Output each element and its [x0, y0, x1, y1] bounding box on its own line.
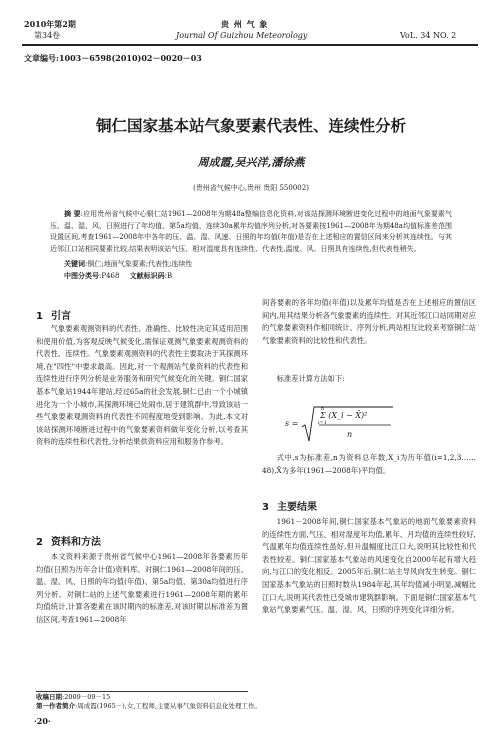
section-3-heading	[262, 498, 317, 513]
data-paragraph: 本文资料来源于贵州省气候中心1961—2008年各要素历年均值(日照为历年合计值)资料库。对铜仁1961—2008年间的压、温、湿、风、日照的年均值(年值)、第5a均值、第30a均值进行序列分析。对铜仁站的上述气象要素进行1961—2008年期的累年均值统计,计算各要素在该时期内的标准差,对该时期以标准差为置信区间,考查1961—2008年	[36, 552, 248, 624]
keywords-text: :铜仁;地面气象要素;代表性;连续性	[85, 260, 193, 268]
section-3-title: 主要结果	[276, 502, 317, 513]
page-number: ·20·	[34, 716, 51, 726]
formula-numerator: Σ (X_i − X̄)²	[320, 411, 368, 420]
received-value: :2009－09－15	[62, 693, 111, 701]
doc-code: :B	[164, 272, 173, 280]
classification	[64, 271, 172, 281]
section-1-number: 1	[36, 311, 43, 322]
section-2-heading	[36, 533, 101, 548]
article-number: 文章编号:1003－6598(2010)02－0020－03	[24, 53, 202, 63]
section-2-title: 资料和方法	[50, 537, 101, 548]
received-label: 收稿日期	[36, 693, 62, 701]
clc-number: :P468	[99, 272, 120, 280]
abstract	[50, 208, 452, 255]
journal-title-en: Journal Of Guizhou Meteorology	[176, 31, 308, 40]
section-2-number: 2	[36, 537, 43, 548]
results-paragraph: 1961－2008年间,铜仁国家基本气象站的地面气象要素资料的连续性方面,气压、相对湿度年均值,累年、月均值的连续性较好,气温累年均值连续性虽好,但升温幅度比江口大,说明其比较性和代表性较差。铜仁国家基本气象站的风速变化自2000年起有增大趋向,与江口的变化相反。2005年后,铜仁站主导风向发生转变。铜仁国家基本气象站的日照时数从1984年起,其年均值减小明显,减幅比江口大,说明其代表性已受城市建筑群影响。下面是铜仁国家基本气象站气象要素气压、温、湿、风、日照的序列变化详细分析。	[262, 517, 476, 615]
std-dev-formula	[285, 405, 405, 449]
author-bio	[36, 702, 261, 711]
abstract-text: :应用贵州省气候中心铜仁站1961—2008年为期48a整编信息化资料,对该站探测环境断进变化过程中的地面气象要素气压、温、湿、风、日照进行了年均值、第5a均值、连续30a累年均值序列分析,对各要素按1961—2008年为期48a均值标准差范围设置区间,考查1961—2008年中各年的压、温、湿、风速、日照的年均值(年值)是否在上述相应的置信区间来分析其连续性。与其近邻江口站相同要素比较,结果表明该站气压、相对湿度具有连续性、代表性,温度、风、日照具有连续性,但代表性稍失。	[50, 210, 453, 253]
affiliation: (贵州省气候中心,贵州 贵阳 550002)	[193, 184, 309, 192]
formula-intro: 标准差计算方法如下:	[276, 374, 345, 383]
formula-lower-limit: i=1	[318, 420, 327, 426]
footnote-rule	[36, 691, 248, 692]
keywords	[64, 259, 192, 269]
data-paragraph-continued: 间各要素的各年均值(年值)以及累年均值是否在上述相应的置信区间内,用其结果分析各气象要素的连续性。对其近邻江口站同期对应的气象要素资料作相同统计、序列分析,两站相互比较来考察铜仁站气象要素资料的比较性和代表性。	[262, 298, 476, 345]
formula-upper-limit: n	[321, 406, 325, 412]
section-3-number: 3	[262, 502, 269, 513]
authors: 周成霞,吴兴洋,潘徐燕	[197, 156, 305, 169]
journal-title-cn: 贵 州 气 象	[221, 19, 269, 29]
header-rule	[22, 44, 478, 46]
author-bio-label: 第一作者简介	[36, 702, 75, 710]
volume-cn: 第34卷	[34, 31, 61, 40]
section-1-heading	[36, 307, 71, 322]
doc-code-label: 文献标识码	[129, 271, 165, 280]
author-bio-text: :周成霞(1965－),女,工程师,主要从事气象资料信息化处理工作。	[75, 702, 262, 710]
volume-en: VoL. 34 NO. 2	[400, 31, 457, 40]
formula-lhs: s =	[285, 419, 299, 428]
formula-denominator: n	[347, 430, 353, 439]
issue-label: 2010年第2期	[24, 19, 76, 29]
abstract-label: 摘 要	[64, 209, 81, 218]
formula-explanation: 式中,s为标准差,n为资料总年数,X_i为历年值(i=1,2,3……48),X̄为多年(1961—2008年)平均值。	[262, 453, 476, 475]
received-date	[36, 693, 110, 702]
keywords-label: 关键词	[64, 259, 85, 268]
section-1-title: 引言	[50, 311, 71, 322]
intro-paragraph: 气象要素观测资料的代表性、准确性、比较性决定其适用范围和使用价值,为客观反映气候变化,需保证观测气象要素观测资料的代表性、连续性。气象要素观测资料的代表性主要取决于其探测环境,在"四性"中要求最高。因此,对一个观测站气象资料的代表性和连续性进行序列分析是业务服务和研究气候变化的关键。铜仁国家基本气象站1944年建站,经过65a的社会发展,铜仁已由一个小城镇进化为一个小城市,其探测环境已处闹市,居于建筑群中,导致该站一些气象要素观测资料的代表性不同程度地受到影响。为此,本文对该站探测环境断进过程中的气象要素资料做年变化分析,以考查其资料的连续性和代表性,分析结果供资料应用和服务作参考。	[36, 324, 248, 447]
clc-label: 中图分类号	[64, 271, 99, 280]
paper-title: 铜仁国家基本站气象要素代表性、连续性分析	[95, 117, 406, 135]
